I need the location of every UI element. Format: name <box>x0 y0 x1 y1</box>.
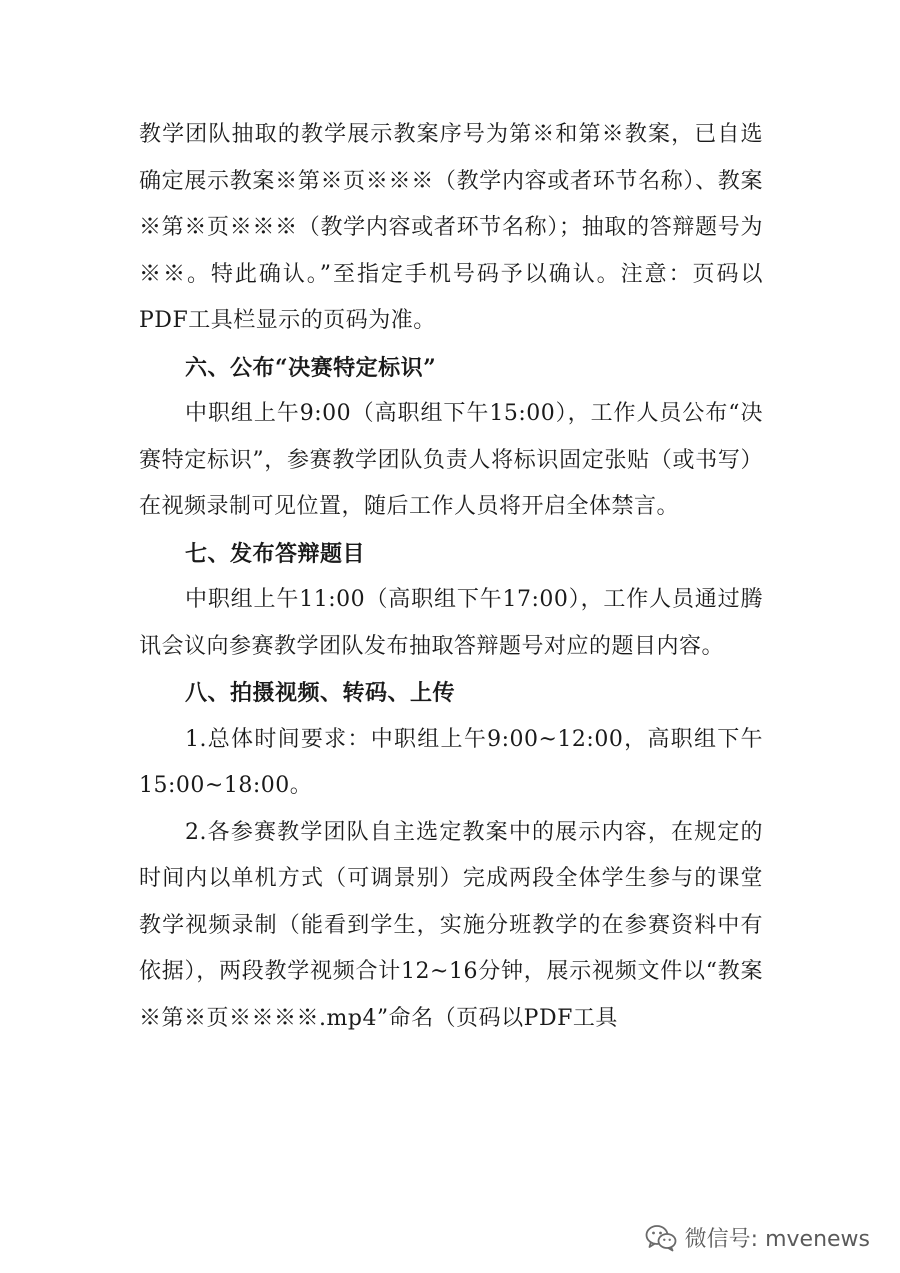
watermark-text: 微信号: mvenews <box>684 1227 870 1252</box>
paragraph-section-8-item-1: 1.总体时间要求：中职组上午9:00~12:00，高职组下午15:00~18:00。 <box>139 726 763 798</box>
paragraph-section-6-body: 中职组上午9:00（高职组下午15:00），工作人员公布“决赛特定标识”，参赛教学团队负责人将标识固定张贴（或书写）在视频录制可见位置，随后工作人员将开启全体禁言。 <box>139 401 763 519</box>
heading-section-7: 七、发布答辩题目 <box>185 540 366 567</box>
paragraph-section-8-item-2: 2.各参赛教学团队自主选定教案中的展示内容，在规定的时间内以单机方式（可调景别）完成两段全体学生参与的课堂教学视频录制（能看到学生，实施分班教学的在参赛资料中有依据），两段教学视频合计12~16分钟，展示视频文件以“教案※第※页※※※※.mp4”命名（页码以PDF工具 <box>139 819 763 1031</box>
paragraph-section-7-body: 中职组上午11:00（高职组下午17:00），工作人员通过腾讯会议向参赛教学团队发布抽取答辩题号对应的题目内容。 <box>139 587 763 659</box>
document-page <box>139 112 763 1042</box>
heading-section-8: 八、拍摄视频、转码、上传 <box>185 680 456 706</box>
wechat-icon <box>645 1224 677 1252</box>
paragraph-confirmation-text: 教学团队抽取的教学展示教案序号为第※和第※教案，已自选确定展示教案※第※页※※※（教学内容或者环节名称）、教案※第※页※※※（教学内容或者环节名称）；抽取的答辩题号为※※。特此确认。”至指定手机号码予以确认。注意：页码以PDF工具栏显示的页码为准。 <box>139 122 763 333</box>
heading-section-6: 六、公布“决赛特定标识” <box>185 354 437 381</box>
wechat-watermark <box>645 1222 870 1253</box>
